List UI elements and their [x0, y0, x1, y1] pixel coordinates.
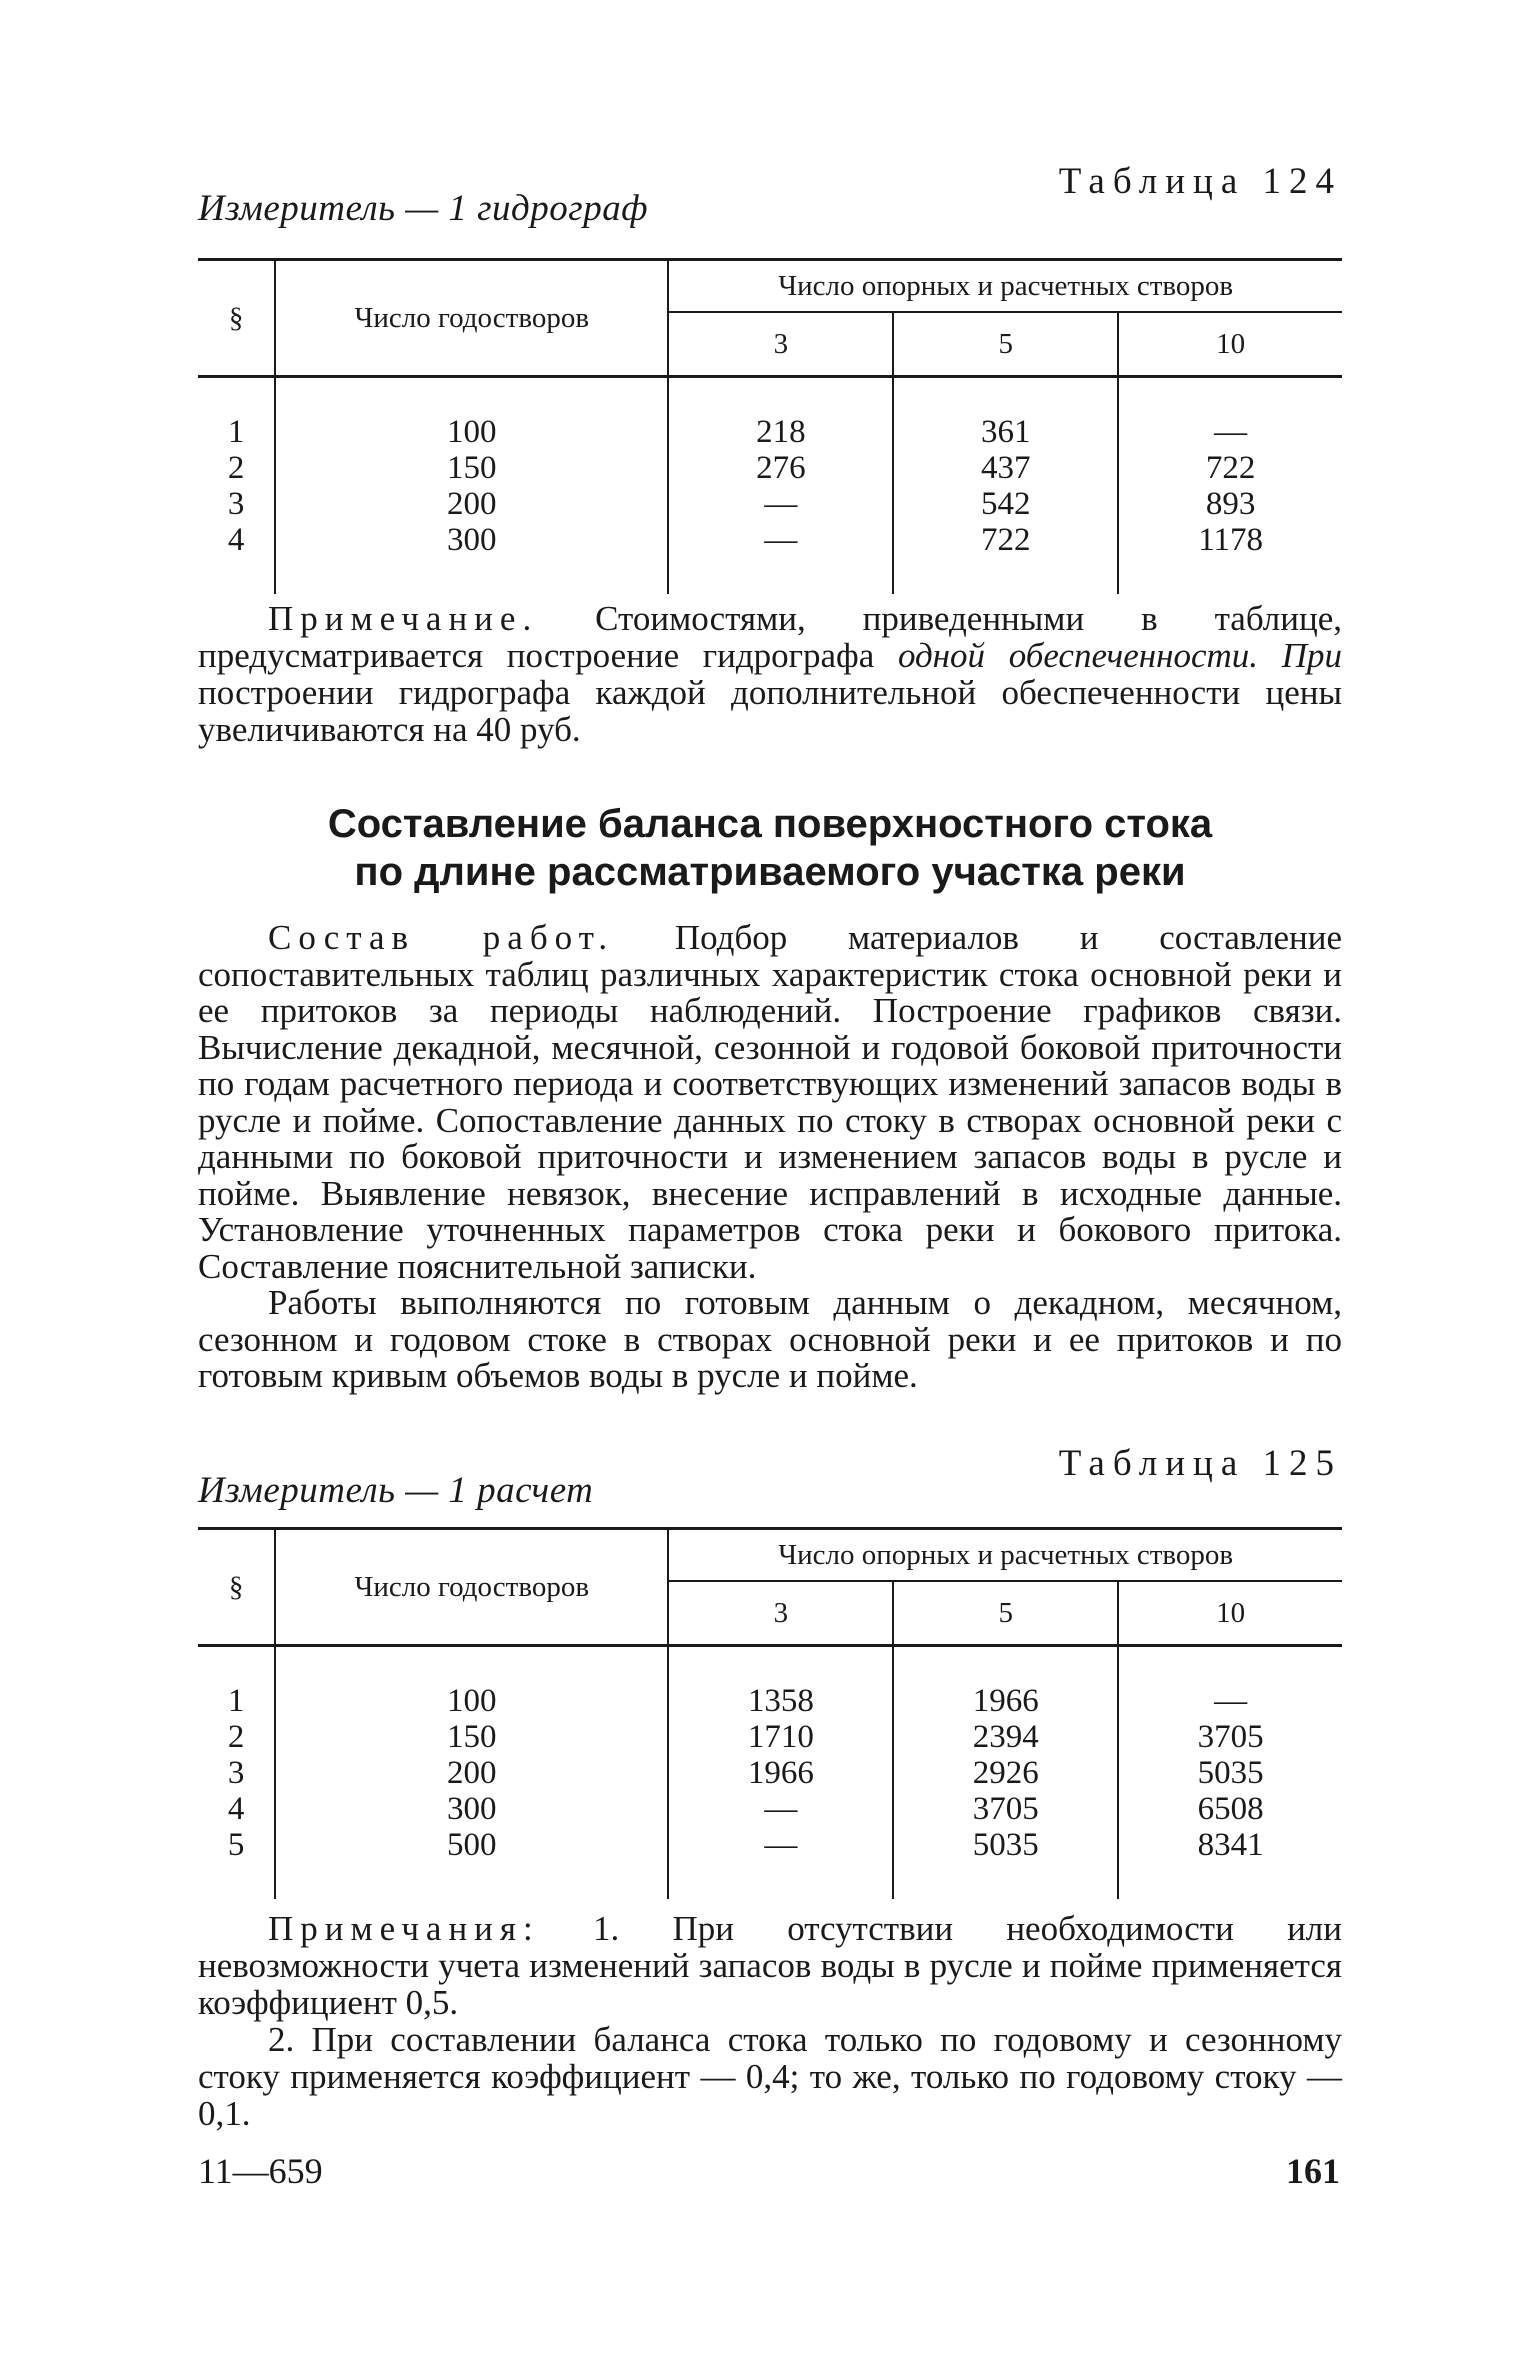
- col-section-header: §: [228, 301, 244, 334]
- table125-number: Таблица 125: [1058, 1443, 1342, 1484]
- section-heading-line2: по длине рассматриваемого участка реки: [354, 850, 1186, 894]
- col-section-header: §: [228, 1570, 244, 1603]
- cell-section: 2: [227, 450, 245, 486]
- cell-count: 200: [275, 1755, 668, 1791]
- notes-item-2: 2. При составлении баланса стока только по годовому и сезонному стоку применяется коэффициент — 0,4; то же, только по годовому стоку — 0,1.: [198, 2020, 1342, 2133]
- table-125: [198, 1527, 1342, 1899]
- cell-count: 200: [275, 486, 668, 522]
- composition-text: [198, 920, 1342, 1395]
- cell-value: 8341: [1118, 1827, 1342, 1899]
- cell-value: 5035: [1118, 1755, 1342, 1791]
- col-count-header: Число годостворов: [275, 260, 668, 377]
- table124-measure: Измеритель — 1 гидрограф: [198, 188, 648, 229]
- col-count-header: Число годостворов: [275, 1529, 668, 1646]
- cell-value: 542: [893, 486, 1118, 522]
- composition-body: Подбор материалов и составление сопоставительных таблиц различных характеристик стока основной реки и ее притоков за периоды наблюдений. Построение графиков связи. Вычисление декадной, месячной, сезонной и годовой боковой приточности по годам расчетного периода и соответствующих изменений запасов воды в русле и пойме. Сопоставление данных по стоку в створах основной реки с данными по боковой приточности и изменением запасов воды в русле и пойме. Выявление невязок, внесение исправлений в исходные данные. Установление уточненных параметров стока реки и бокового притока. Составление пояснительной записки.: [198, 918, 1342, 1286]
- cell-value: 5035: [893, 1827, 1118, 1899]
- cell-value: 6508: [1118, 1791, 1342, 1827]
- sub-header-3: 3: [668, 312, 893, 377]
- sub-header-10: 10: [1118, 312, 1342, 377]
- cell-value: —: [1118, 377, 1342, 451]
- cell-value: 722: [1118, 450, 1342, 486]
- note-italic: одной обеспеченности. При: [897, 636, 1342, 675]
- cell-count: 150: [275, 450, 668, 486]
- cell-value: 3705: [1118, 1719, 1342, 1755]
- cell-value: 361: [893, 377, 1118, 451]
- cell-count: 100: [275, 377, 668, 451]
- cell-count: 500: [275, 1827, 668, 1899]
- col-group-header: Число опорных и расчетных створов: [668, 1529, 1342, 1582]
- table125-measure: Измеритель — 1 расчет: [198, 1470, 594, 1511]
- table-row: [198, 1791, 1342, 1827]
- cell-value: —: [668, 1791, 893, 1827]
- cell-value: —: [668, 1827, 893, 1899]
- table-row: [198, 1755, 1342, 1791]
- cell-value: 218: [668, 377, 893, 451]
- table-row: [198, 377, 1342, 451]
- cell-value: 3705: [893, 1791, 1118, 1827]
- table125-caption: [198, 1442, 1342, 1512]
- section-heading: [198, 800, 1342, 896]
- cell-value: 1966: [668, 1755, 893, 1791]
- cell-count: 150: [275, 1719, 668, 1755]
- table-row: [198, 450, 1342, 486]
- col-group-header: Число опорных и расчетных створов: [668, 260, 1342, 313]
- cell-count: 100: [275, 1646, 668, 1720]
- cell-section: 4: [227, 1791, 245, 1827]
- cell-value: 893: [1118, 486, 1342, 522]
- cell-value: 722: [893, 522, 1118, 594]
- composition-paragraph-2: Работы выполняются по готовым данным о декадном, месячном, сезонном и годовом стоке в створах основной реки и ее притоков и по готовым кривым объемов воды в русле и пойме.: [198, 1283, 1342, 1395]
- cell-value: 1966: [893, 1646, 1118, 1720]
- table124-caption: [198, 160, 1342, 230]
- cell-section: 4: [227, 522, 245, 558]
- page-number: 161: [1286, 2151, 1340, 2191]
- sub-header-5: 5: [893, 312, 1118, 377]
- cell-value: 1178: [1118, 522, 1342, 594]
- cell-value: 276: [668, 450, 893, 486]
- cell-value: 437: [893, 450, 1118, 486]
- cell-section: 1: [227, 1683, 245, 1719]
- notes-item-1: 1. При отсутствии необходимости или невозможности учета изменений запасов воды в русле и пойме применяется коэффициент 0,5.: [198, 1909, 1342, 2022]
- section-heading-line1: Составление баланса поверхностного стока: [327, 802, 1213, 846]
- cell-section: 3: [227, 1755, 245, 1791]
- cell-value: —: [668, 522, 893, 594]
- table-row: [198, 486, 1342, 522]
- note-lead: Примечание.: [268, 599, 539, 638]
- sub-header-3: 3: [668, 1581, 893, 1646]
- cell-value: 1358: [668, 1646, 893, 1720]
- cell-value: 2926: [893, 1755, 1118, 1791]
- cell-value: 2394: [893, 1719, 1118, 1755]
- table-row: [198, 1719, 1342, 1755]
- cell-count: 300: [275, 522, 668, 594]
- table125-notes: [198, 1910, 1342, 2132]
- note-text: Стоимостями, приведенными в таблице, предусматривается построение гидрографа: [198, 599, 1342, 675]
- cell-value: —: [1118, 1646, 1342, 1720]
- notes-lead: Примечания:: [268, 1909, 540, 1948]
- cell-section: 2: [227, 1719, 245, 1755]
- table-124: [198, 258, 1342, 594]
- table-row: [198, 1646, 1342, 1720]
- composition-lead: Состав работ.: [268, 918, 615, 957]
- cell-value: —: [668, 486, 893, 522]
- table-row: [198, 1827, 1342, 1899]
- table124-note: [198, 600, 1342, 748]
- table124-number: Таблица 124: [1058, 161, 1342, 202]
- note-text-2: построении гидрографа каждой дополнительной обеспеченности цены увеличиваются на 40 руб.: [198, 673, 1342, 749]
- cell-section: 5: [227, 1827, 245, 1863]
- footer-signature: 11—659: [198, 2151, 323, 2191]
- cell-section: 1: [227, 414, 245, 450]
- cell-count: 300: [275, 1791, 668, 1827]
- sub-header-5: 5: [893, 1581, 1118, 1646]
- sub-header-10: 10: [1118, 1581, 1342, 1646]
- cell-section: 3: [227, 486, 245, 522]
- table-row: [198, 522, 1342, 594]
- cell-value: 1710: [668, 1719, 893, 1755]
